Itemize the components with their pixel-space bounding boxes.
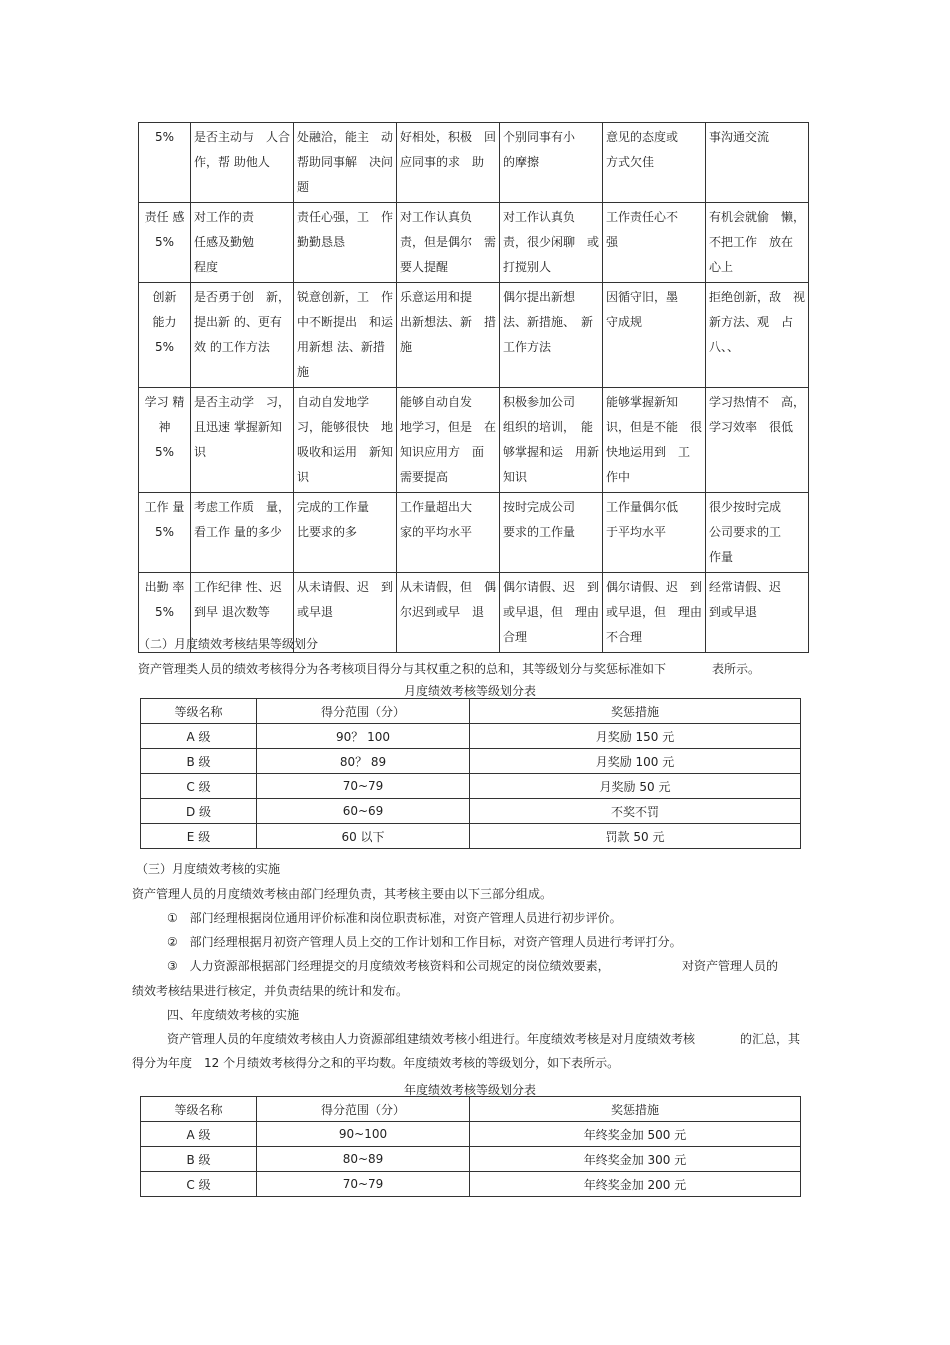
annual-table-title: 年度绩效考核等级划分表 [403,1083,536,1097]
criteria-cell: 个别同事有小 的摩擦 [500,123,603,203]
annual-grade-cell: 90~100 [257,1122,470,1147]
criteria-name-cell: 工作 量 5% [139,493,191,573]
criteria-cell: 工作量偶尔低 于平均水平 [603,493,706,573]
criteria-cell: 积极参加公司 组织的培训， 能 够掌握和运 用新 知识 [500,388,603,493]
monthly-grade-cell: 不奖不罚 [470,799,801,824]
monthly-grade-row [141,749,801,774]
criteria-row [139,493,809,573]
annual-grade-header-cell: 奖惩措施 [470,1097,801,1122]
criteria-cell: 好相处，积极 回 应同事的求 助 [397,123,500,203]
annual-grade-cell: 70~79 [257,1172,470,1197]
section2-heading: （二）月度绩效考核结果等级划分 [138,637,319,651]
monthly-grade-row [141,774,801,799]
criteria-name-cell: 学习 精 神 5% [139,388,191,493]
annual-grade-cell: B 级 [141,1147,257,1172]
criteria-cell: 能够掌握新知 识，但是不能 很 快地运用到 工 作中 [603,388,706,493]
item-2-text: 部门经理根据月初资产管理人员上交的工作计划和工作目标，对资产管理人员进行考评打分。 [189,935,682,949]
criteria-cell: 自动自发地学 习，能够很快 地 吸收和运用 新知 识 [294,388,397,493]
monthly-grade-cell: 90？ 100 [257,724,470,749]
monthly-grade-row [141,824,801,849]
criteria-cell: 对工作认真负 责，很少闲聊 或 打搅别人 [500,203,603,283]
section3-item-3-tail: 对资产管理人员的 [682,959,779,973]
annual-grade-row [141,1147,801,1172]
annual-grade-cell: 80~89 [257,1147,470,1172]
criteria-row [139,283,809,388]
section4-heading: 四、年度绩效考核的实施 [167,1008,300,1022]
criteria-table [138,122,809,653]
criteria-cell: 学习热情不 高， 学习效率 很低 [706,388,809,493]
annual-grade-header-row [141,1097,801,1122]
annual-grade-cell: 年终奖金加 500 元 [470,1122,801,1147]
item-3-number: ③ [167,959,178,973]
section3-item-2 [167,933,682,950]
criteria-cell: 工作量超出大 家的平均水平 [397,493,500,573]
monthly-grade-cell: B 级 [141,749,257,774]
section3-item-3 [167,957,610,974]
criteria-cell: 经常请假、迟 到或早退 [706,573,809,653]
monthly-grade-header-row [141,699,801,724]
monthly-grade-header-cell: 奖惩措施 [470,699,801,724]
annual-grade-cell: 年终奖金加 300 元 [470,1147,801,1172]
monthly-grade-cell: 60 以下 [257,824,470,849]
annual-grade-header-cell: 等级名称 [141,1097,257,1122]
section2-paragraph-tail: 表所示。 [712,662,761,676]
criteria-cell: 很少按时完成 公司要求的工 作量 [706,493,809,573]
annual-grade-row [141,1122,801,1147]
criteria-cell: 偶尔提出新想 法、新措施、 新 工作方法 [500,283,603,388]
criteria-cell: 有机会就偷 懒， 不把工作 放在 心上 [706,203,809,283]
criteria-cell: 偶尔请假、迟 到 或早退，但 理由 合理 [500,573,603,653]
criteria-cell: 意见的态度或 方式欠佳 [603,123,706,203]
criteria-cell: 拒绝创新，敌 视 新方法、观 占 八、、 [706,283,809,388]
criteria-cell: 锐意创新，工 作 中不断提出 和运 用新想 法、新措 施 [294,283,397,388]
criteria-cell: 责任心强，工 作 勤勤恳恳 [294,203,397,283]
criteria-cell: 对工作的责 任感及勤勉 程度 [191,203,294,283]
item-1-number: ① [167,911,178,925]
monthly-grade-cell: 60~69 [257,799,470,824]
annual-grade-cell: A 级 [141,1122,257,1147]
criteria-cell: 处融洽，能主 动 帮助同事解 决问 题 [294,123,397,203]
criteria-cell: 对工作认真负 责，但是偶尔 需 要人提醒 [397,203,500,283]
criteria-cell: 是否主动与 人合 作，帮 助他人 [191,123,294,203]
criteria-row [139,123,809,203]
monthly-grade-row [141,724,801,749]
item-3-text: 人力资源部根据部门经理提交的月度绩效考核资料和公司规定的岗位绩效要素， [189,959,610,973]
criteria-cell: 工作纪律 性、迟 到早 退次数等 [191,573,294,653]
criteria-cell: 从未请假、迟 到 或早退 [294,573,397,653]
criteria-cell: 乐意运用和提 出新想法、新 措 施 [397,283,500,388]
criteria-name-cell: 责任 感 5% [139,203,191,283]
annual-grade-header-cell: 得分范围（分） [257,1097,470,1122]
criteria-cell: 完成的工作量 比要求的多 [294,493,397,573]
monthly-grade-cell: A 级 [141,724,257,749]
monthly-grade-cell: 月奖励 50 元 [470,774,801,799]
monthly-grade-cell: C 级 [141,774,257,799]
monthly-table-title: 月度绩效考核等级划分表 [403,684,536,698]
monthly-grade-cell: D 级 [141,799,257,824]
monthly-grade-cell: 罚款 50 元 [470,824,801,849]
monthly-grade-cell: 月奖励 100 元 [470,749,801,774]
monthly-grade-row [141,799,801,824]
criteria-row [139,388,809,493]
section4-paragraph-1-tail: 的汇总，其 [740,1032,801,1046]
annual-grade-body [141,1097,801,1197]
criteria-cell: 考虑工作质 量， 看工作 量的多少 [191,493,294,573]
annual-grade-cell: 年终奖金加 200 元 [470,1172,801,1197]
criteria-cell: 从未请假，但 偶 尔迟到或早 退 [397,573,500,653]
monthly-grade-cell: 80？ 89 [257,749,470,774]
criteria-name-cell: 创新 能力 5% [139,283,191,388]
criteria-name-cell: 出勤 率 5% [139,573,191,653]
criteria-cell: 按时完成公司 要求的工作量 [500,493,603,573]
monthly-grade-body [141,699,801,849]
section2-paragraph: 资产管理类人员的绩效考核得分为各考核项目得分与其权重之积的总和，其等级划分与奖惩标准如下 [138,662,667,676]
monthly-grade-cell: E 级 [141,824,257,849]
section3-heading: （三）月度绩效考核的实施 [136,862,281,876]
monthly-grade-table [140,698,801,849]
criteria-cell: 事沟通交流 [706,123,809,203]
section4-paragraph-1: 资产管理人员的年度绩效考核由人力资源部组建绩效考核小组进行。年度绩效考核是对月度绩效考核 [167,1032,696,1046]
item-2-number: ② [167,935,178,949]
annual-grade-cell: C 级 [141,1172,257,1197]
criteria-cell: 是否勇于创 新， 提出新 的、更有 效 的工作方法 [191,283,294,388]
criteria-table-body [139,123,809,653]
section3-item-1 [167,909,622,926]
section3-continuation: 绩效考核结果进行核定，并负责结果的统计和发布。 [132,984,409,998]
criteria-name-cell: 5% [139,123,191,203]
criteria-cell: 是否主动学 习， 且迅速 掌握新知 识 [191,388,294,493]
section4-paragraph-2: 得分为年度 12 个月绩效考核得分之和的平均数。年度绩效考核的等级划分，如下表所示。 [132,1056,620,1070]
criteria-row [139,203,809,283]
monthly-grade-header-cell: 得分范围（分） [257,699,470,724]
monthly-grade-header-cell: 等级名称 [141,699,257,724]
section3-intro: 资产管理人员的月度绩效考核由部门经理负责，其考核主要由以下三部分组成。 [132,887,553,901]
annual-grade-table [140,1096,801,1197]
criteria-cell: 偶尔请假、迟 到 或早退，但 理由 不合理 [603,573,706,653]
item-1-text: 部门经理根据岗位通用评价标准和岗位职责标准，对资产管理人员进行初步评价。 [189,911,622,925]
monthly-grade-cell: 月奖励 150 元 [470,724,801,749]
annual-grade-row [141,1172,801,1197]
criteria-cell: 能够自动自发 地学习，但是 在 知识应用方 面 需要提高 [397,388,500,493]
criteria-cell: 工作责任心不 强 [603,203,706,283]
criteria-cell: 因循守旧，墨 守成规 [603,283,706,388]
monthly-grade-cell: 70~79 [257,774,470,799]
